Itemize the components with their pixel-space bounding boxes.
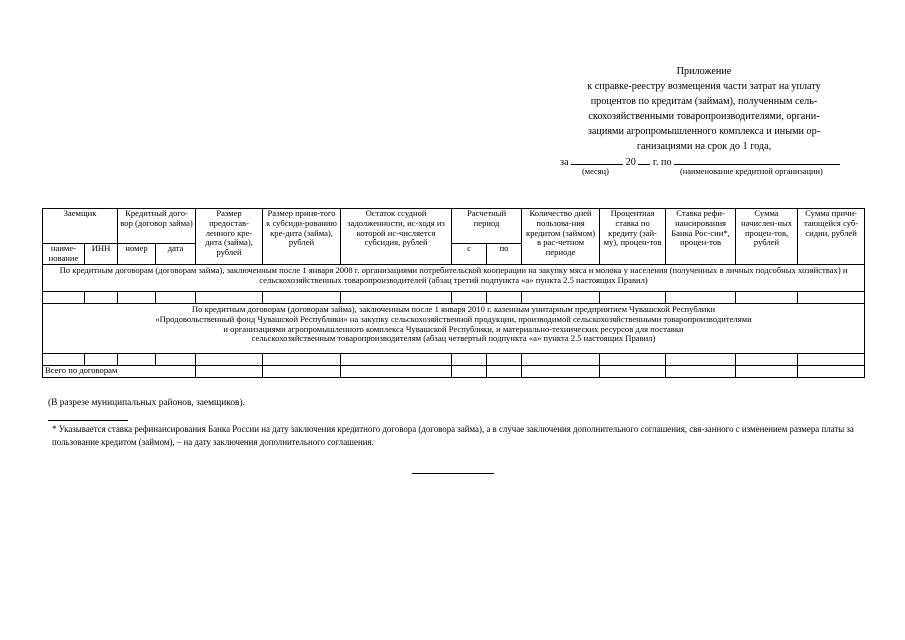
appendix-subtitle-line: скохозяйственными товаропроизводителями, органи-: [588, 111, 820, 122]
subcol-name: наиме-нование: [43, 244, 85, 265]
col-loan-agreement: Кредитный дого-вор (договор займа): [118, 209, 196, 244]
month-blank: [571, 154, 623, 165]
section2-line: сельскохозяйственным товаропроизводителям (абзац четвертый подпункта «а» пункта 2.5 настоящих Правил): [251, 333, 656, 344]
section2-line: По кредитным договорам (договорам займа), заключенным после 1 января 2010 г. казенным унитарным предприятием Чувашской Республики: [191, 304, 716, 314]
table-row: [43, 292, 865, 304]
credit-org-blank: [674, 154, 840, 165]
appendix-title: Приложение: [676, 66, 732, 77]
table-header-row: [43, 209, 865, 244]
col-subsidy-due: Сумма причи-тающейся суб-сидии, рублей: [798, 209, 865, 265]
section-row: [43, 304, 865, 354]
appendix-subtitle-line: процентов по кредитам (займам), полученным сель-: [590, 96, 818, 107]
registry-table: [42, 208, 865, 378]
col-days-used: Количество дней пользова-ния кредитом (займом) в рас-четном периоде: [522, 209, 600, 265]
section2-line: «Продовольственный фонд Чувашской Республики» на закупку сельскохозяйственной продукции, производимой сельскохозяйственными товаропроизводителями: [155, 313, 752, 324]
section2-line: и организациями агропромышленного комплекса Чувашской Республики, и материально-технических ресурсов для поставки: [223, 323, 684, 334]
col-outstanding-balance: Остаток ссудной задолженности, ис-ходя из которой ис-числяется субсидия, рублей: [341, 209, 452, 265]
appendix-subtitle-line: зациями агропромышленного комплекса и иными ор-: [587, 126, 821, 137]
total-row: [43, 366, 865, 378]
appendix-subtitle-line: к справке-реестру возмещения части затрат на уплату: [587, 81, 821, 92]
col-interest-rate: Процентная ставка по кредиту (зай-му), процен-тов: [600, 209, 666, 265]
credit-org-caption: (наименование кредитной организации): [680, 167, 823, 176]
section2-heading: [43, 304, 865, 354]
period-prefix: за: [560, 157, 569, 168]
period-year: 20: [625, 157, 636, 168]
table-row: [43, 354, 865, 366]
month-caption: (месяц): [582, 167, 609, 176]
subcol-inn: ИНН: [85, 244, 118, 265]
appendix-header: [548, 64, 860, 154]
appendix-subtitle-line: ганизациями на срок до 1 года,: [636, 141, 772, 152]
col-refinancing-rate: Ставка рефи-нансирования Банка Рос-сии*, процен-тов: [666, 209, 736, 265]
total-label: Всего по договорам: [43, 366, 196, 378]
period-year-suffix: г. по: [652, 157, 672, 168]
footnote: * Указывается ставка рефинансирования Банка России на дату заключения кредитного договора (договора займа), а в случае заключения дополнительного соглашения, свя-занного с изменением размера платы за пользование кредитом (займом), – на дату заключения дополнительного соглашения.: [52, 424, 854, 447]
subcol-date: дата: [156, 244, 196, 265]
subcol-to: по: [487, 244, 522, 265]
col-amount-subsidized: Размер приня-того к субсиди-рованию кре-дита (займа), рублей: [263, 209, 341, 265]
section-row: [43, 265, 865, 292]
col-borrower: Заемщик: [43, 209, 118, 244]
col-amount-provided: Размер предостав-ленного кре-дита (займа), рублей: [196, 209, 263, 265]
col-settlement-period: Расчетный период: [452, 209, 522, 244]
section1-heading: По кредитным договорам (договорам займа), заключенным после 1 января 2008 г. организациями потребительской кооперации на закупку мяса и молока у населения (полученных в личных подсобных хозяйствах) и сельскохозяйственных товаропроизводителей (абзац третий подпункта «а» пункта 2.5 настоящих Правил): [43, 265, 865, 292]
end-line: [412, 473, 494, 474]
footnote-separator: [48, 420, 128, 421]
subcol-number: номер: [118, 244, 156, 265]
subcol-from: с: [452, 244, 487, 265]
year-blank: [638, 154, 650, 165]
breakdown-note: (В разрезе муниципальных районов, заемщиков).: [48, 398, 245, 408]
col-accrued-interest: Сумма начислен-ных процен-тов, рублей: [736, 209, 798, 265]
